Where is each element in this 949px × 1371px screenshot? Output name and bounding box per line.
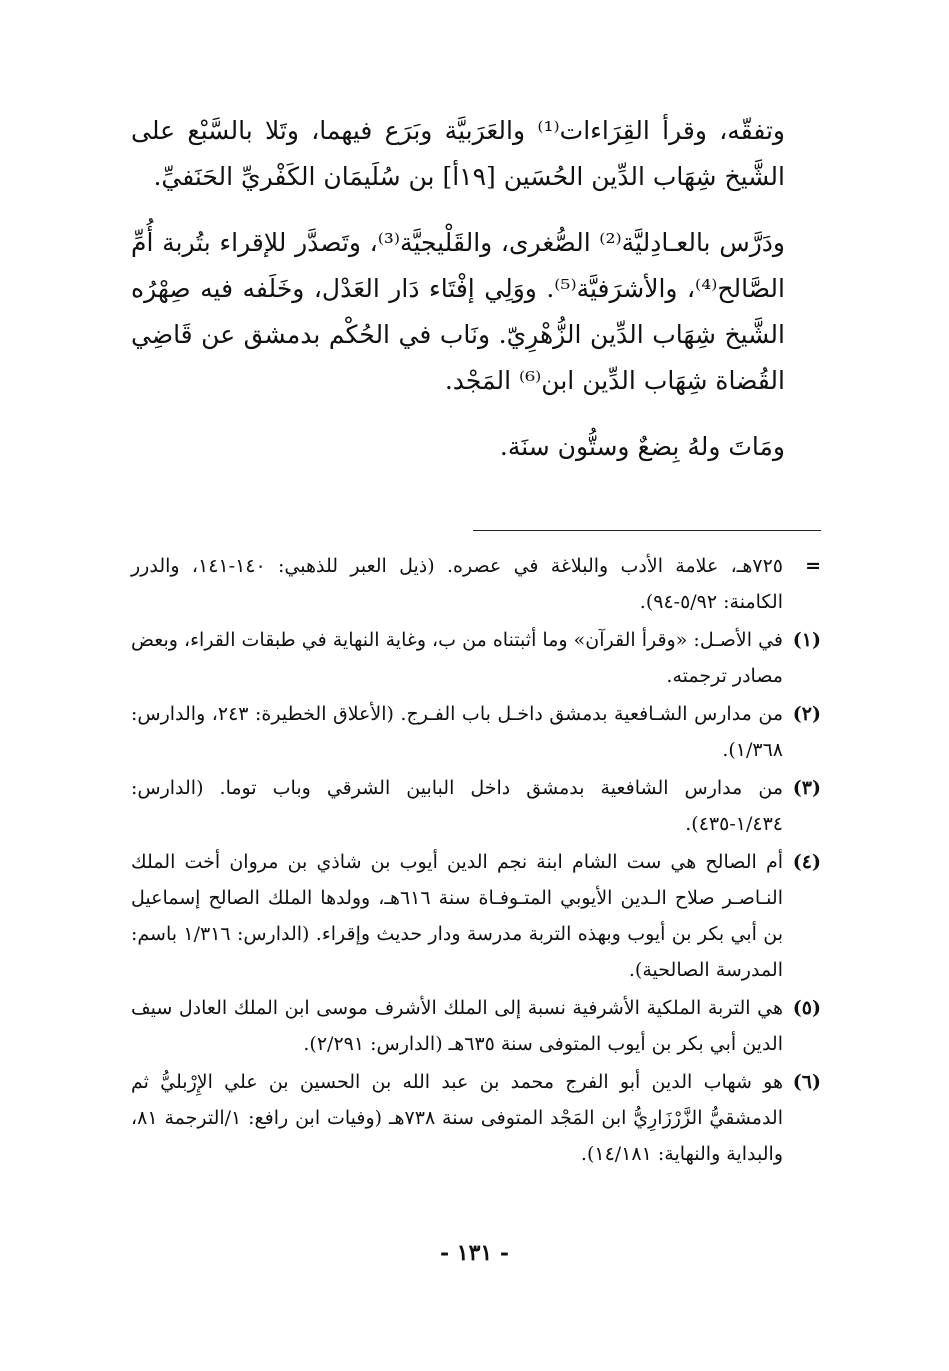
main-text-body bbox=[131, 108, 821, 470]
main-paragraph-2: ودَرَّس بالعـادِليَّة⁽²⁾ الصُّغرى، والقَلْيجيَّة⁽³⁾، وتَصدَّر للإقراء بتُربة أُمِّ الصَّالح⁽⁴⁾، والأشرَفيَّة⁽⁵⁾. ووَلِي إفْتَاء دَار العَدْل، وخَلَفه فيه صِهْرُه الشَّيخ شِهَاب الدِّين الزُّهْرِيّ. ونَاب في الحُكْم بدمشق عن قَاضِي القُضاة شِهَاب الدِّين ابن⁽⁶⁾ المَجْد. bbox=[131, 228, 785, 395]
footnote-mark: (١) bbox=[792, 629, 821, 651]
footnote-continuation bbox=[131, 548, 821, 620]
footnote-mark: (٣) bbox=[792, 777, 821, 799]
footnote-5 bbox=[131, 990, 821, 1062]
footnote-mark: = bbox=[805, 555, 821, 577]
footnote-text: ٧٢٥هـ، علامة الأدب والبلاغة في عصره. (ذيل العبر للذهبي: ١٤٠-١٤١، والدرر الكامنة: ٥/٩٢-٩٤). bbox=[131, 555, 783, 613]
main-paragraph-3: ومَاتَ ولهُ بِضعٌ وستُّون سنَة. bbox=[499, 432, 785, 461]
footnote-mark: (٥) bbox=[792, 997, 821, 1019]
footnote-2 bbox=[131, 696, 821, 768]
page-number: - ١٣١ - bbox=[439, 1240, 510, 1266]
main-paragraph-1: وتفقّه، وقرأ القِرَاءات⁽¹⁾ والعَرَبيَّة وبَرَع فيهما، وتَلا بالسَّبْع على الشَّيخ شِهَاب الدِّين الحُسَين [١٩أ] بن سُلَيمَان الكَفْريِّ الحَنَفيِّ. bbox=[131, 116, 785, 191]
footnote-text: من مدارس الشافعية بدمشق داخل البابين الشرقي وباب توما. (الدارس: ١/٤٣٤-٤٣٥). bbox=[131, 777, 783, 835]
footnote-mark: (٤) bbox=[792, 851, 821, 873]
footnote-text: في الأصـل: «وقرأ القرآن» وما أثبتناه من ب، وغاية النهاية في طبقات القراء، وبعض مصادر ترجمته. bbox=[131, 629, 783, 687]
footnote-6 bbox=[131, 1064, 821, 1172]
footnote-text: هو شهاب الدين أبو الفرج محمد بن عبد الله بن الحسين بن علي الإِرْبليُّ ثم الدمشقيُّ الزَّرْزَارِيُّ ابن المَجْد المتوفى سنة ٧٣٨هـ (وفيات ابن رافع: ١/الترجمة ٨١، والبداية والنهاية: ١٤/١٨١). bbox=[131, 1071, 783, 1165]
footnote-separator bbox=[473, 530, 821, 531]
footnotes-section bbox=[131, 548, 821, 1174]
footnote-mark: (٢) bbox=[792, 703, 821, 725]
footnote-1 bbox=[131, 622, 821, 694]
footnote-text: أم الصالح هي ست الشام ابنة نجم الدين أيوب بن شاذي بن مروان أخت الملك النـاصـر صلاح الـدين الأيوبي المتـوفـاة سنة ٦١٦هـ، وولدها الملك الصالح إسماعيل بن أبي بكر بن أيوب وبهذه التربة مدرسة ودار حديث وإقراء. (الدارس: ١/٣١٦ باسم: المدرسة الصالحية). bbox=[131, 851, 783, 981]
footnote-3 bbox=[131, 770, 821, 842]
footnote-mark: (٦) bbox=[792, 1071, 821, 1093]
footnote-text: من مدارس الشـافعية بدمشق داخـل باب الفـرج. (الأعلاق الخطيرة: ٢٤٣، والدارس: ١/٣٦٨). bbox=[131, 703, 783, 761]
footnote-text: هي التربة الملكية الأشرفية نسبة إلى الملك الأشرف موسى ابن الملك العادل سيف الدين أبي بكر بن أيوب المتوفى سنة ٦٣٥هـ (الدارس: ٢/٢٩١). bbox=[131, 997, 783, 1055]
footnote-4 bbox=[131, 844, 821, 988]
